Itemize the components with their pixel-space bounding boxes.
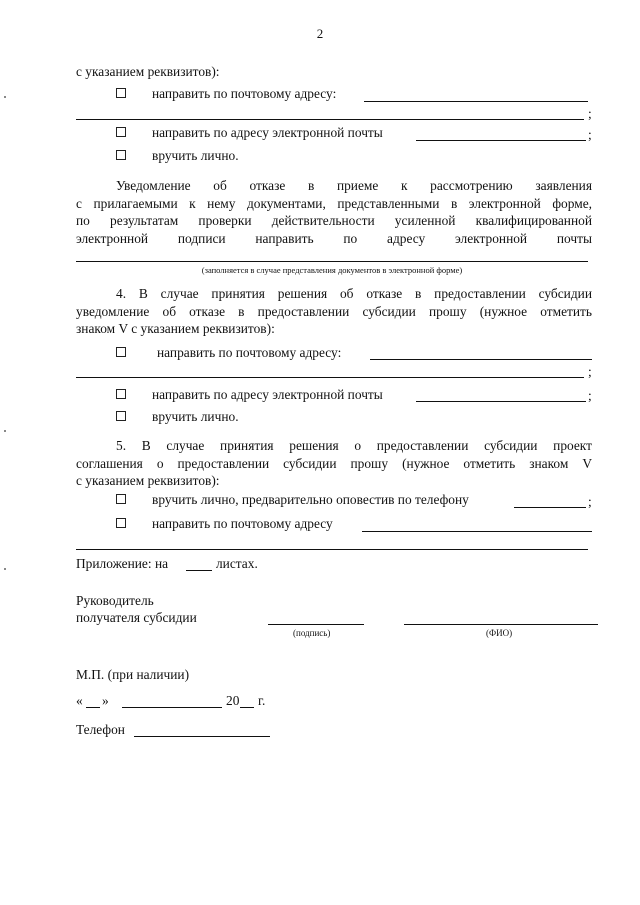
semicolon: ; (588, 106, 592, 121)
paragraph-line: по результатам проверки действительности усиленной квалифицированной (76, 213, 592, 228)
head-label-line2: получателя субсидии (76, 610, 197, 625)
semicolon: ; (588, 388, 592, 403)
option-label-email-4: направить по адресу электронной почты (152, 387, 383, 402)
paragraph-line: знаком V с указанием реквизитов): (76, 321, 275, 336)
option-label-postal-5: направить по почтовому адресу (152, 516, 333, 531)
paragraph-line: электронной подписи направить по адресу электронной почты (76, 231, 592, 246)
full-name-field[interactable] (404, 624, 598, 625)
phone-field[interactable] (134, 736, 270, 737)
seal-label: М.П. (при наличии) (76, 667, 190, 682)
checkbox-postal[interactable] (116, 88, 126, 98)
date-close-quote: » (102, 693, 109, 708)
date-open-quote: « (76, 693, 83, 708)
date-month-field[interactable] (122, 707, 222, 708)
paragraph-line: с указанием реквизитов): (76, 473, 220, 488)
margin-mark (4, 96, 6, 98)
checkbox-email[interactable] (116, 127, 126, 137)
option-label-postal-4: направить по почтовому адресу: (157, 345, 342, 360)
signature-caption: (подпись) (293, 628, 331, 638)
paragraph-line: соглашения о предоставлении субсидии прошу (нужное отметить знаком V (76, 456, 592, 471)
attachment-label: Приложение: на (76, 556, 169, 571)
semicolon: ; (588, 494, 592, 509)
email-field[interactable] (416, 140, 586, 141)
paragraph-line: Уведомление об отказе в приеме к рассмотрению заявления (116, 178, 592, 193)
paragraph-line: с прилагаемыми к нему документами, представленными в электронной форме, (76, 196, 592, 211)
checkbox-phone-5[interactable] (116, 494, 126, 504)
electronic-email-field[interactable] (76, 261, 588, 262)
phone-label: Телефон (76, 722, 125, 737)
date-year-prefix: 20 (226, 693, 240, 708)
checkbox-postal-5[interactable] (116, 518, 126, 528)
date-year-field[interactable] (240, 707, 254, 708)
email-field-4[interactable] (416, 401, 586, 402)
checkbox-personal-4[interactable] (116, 411, 126, 421)
date-year-suffix: г. (258, 693, 266, 708)
checkbox-postal-4[interactable] (116, 347, 126, 357)
paragraph-line: 5. В случае принятия решения о предоставлении субсидии проект (116, 438, 592, 453)
paragraph-line: уведомление об отказе в предоставлении субсидии прошу (нужное отметить (76, 304, 592, 319)
postal-address-field-4-line2[interactable] (76, 377, 584, 378)
paragraph-line: 4. В случае принятия решения об отказе в предоставлении субсидии (116, 286, 592, 301)
attachment-suffix: листах. (216, 556, 258, 571)
semicolon: ; (588, 364, 592, 379)
text-line: с указанием реквизитов): (76, 64, 220, 79)
postal-address-field-line2[interactable] (76, 119, 584, 120)
postal-address-field[interactable] (364, 101, 588, 102)
option-label-postal: направить по почтовому адресу: (152, 86, 337, 101)
page-number: 2 (316, 26, 324, 41)
option-label-phone-5: вручить лично, предварительно оповестив по телефону (152, 492, 469, 507)
date-day-field[interactable] (86, 707, 100, 708)
option-label-personal: вручить лично. (152, 148, 239, 163)
head-label: Руководитель (76, 593, 154, 608)
option-label-personal-4: вручить лично. (152, 409, 239, 424)
field-hint: (заполняется в случае представления документов в электронной форме) (201, 265, 463, 275)
phone-field-5[interactable] (514, 507, 586, 508)
checkbox-personal[interactable] (116, 150, 126, 160)
checkbox-email-4[interactable] (116, 389, 126, 399)
option-label-email: направить по адресу электронной почты (152, 125, 383, 140)
postal-address-field-5-line2[interactable] (76, 549, 588, 550)
postal-address-field-4[interactable] (370, 359, 592, 360)
full-name-caption: (ФИО) (486, 628, 513, 638)
attachment-pages-field[interactable] (186, 570, 212, 571)
margin-mark (4, 568, 6, 570)
semicolon: ; (588, 127, 592, 142)
signature-field[interactable] (268, 624, 364, 625)
margin-mark (4, 430, 6, 432)
postal-address-field-5[interactable] (362, 531, 592, 532)
